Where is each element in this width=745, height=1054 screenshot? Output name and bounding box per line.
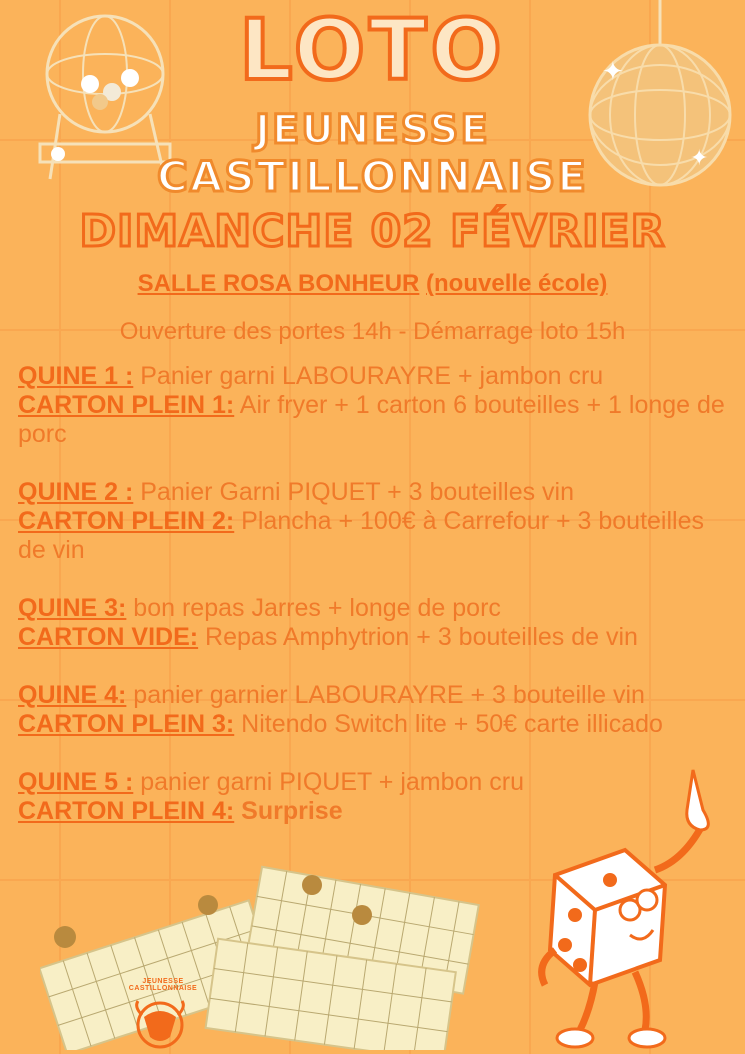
dice-mascot-illustration bbox=[535, 750, 740, 1050]
prize-text: Plancha + 100€ à Carrefour + 3 bouteilles de vin bbox=[18, 507, 704, 564]
event-date: DIMANCHE 02 FÉVRIER bbox=[79, 206, 666, 257]
venue bbox=[0, 270, 745, 298]
prize-text: Panier garni LABOURAYRE + jambon cru bbox=[133, 362, 604, 390]
prize-label: CARTON PLEIN 1: bbox=[18, 391, 235, 419]
prize-label: QUINE 5 : bbox=[18, 768, 134, 796]
prize-text: panier garni PIQUET + jambon cru bbox=[133, 768, 524, 796]
prize-label: QUINE 4: bbox=[18, 681, 127, 709]
venue-name: SALLE ROSA BONHEUR bbox=[137, 270, 420, 297]
prize-label: CARTON PLEIN 3: bbox=[18, 710, 235, 738]
prize-label: QUINE 2 : bbox=[18, 478, 134, 506]
svg-text:✦: ✦ bbox=[602, 57, 624, 87]
title-loto: LOTO bbox=[239, 1, 506, 99]
prize-text: bon repas Jarres + longe de porc bbox=[126, 594, 501, 622]
opening-hours: Ouverture des portes 14h - Démarrage loto 15h bbox=[119, 318, 626, 345]
prize-label: QUINE 1 : bbox=[18, 362, 134, 390]
prize-block-3 bbox=[18, 594, 733, 652]
prize-text: panier garnier LABOURAYRE + 3 bouteille vin bbox=[126, 681, 645, 709]
venue-note: (nouvelle école) bbox=[426, 270, 608, 297]
prize-text: Nitendo Switch lite + 50€ carte illicado bbox=[234, 710, 663, 738]
prize-label: CARTON PLEIN 2: bbox=[18, 507, 235, 535]
svg-text:✦: ✦ bbox=[690, 146, 709, 171]
prize-label: CARTON VIDE: bbox=[18, 623, 199, 651]
prize-block-1 bbox=[18, 362, 733, 449]
prize-text: Surprise bbox=[234, 797, 343, 825]
club-logo-text: JEUNESSE CASTILLONNAISE bbox=[128, 978, 198, 992]
title-jeunesse: JEUNESSE bbox=[255, 107, 490, 153]
prize-block-2 bbox=[18, 478, 733, 565]
prize-text: Repas Amphytrion + 3 bouteilles de vin bbox=[198, 623, 638, 651]
title-castillonnaise: CASTILLONNAISE bbox=[157, 152, 588, 201]
prize-block-4 bbox=[18, 681, 733, 739]
prize-label: CARTON PLEIN 4: bbox=[18, 797, 235, 825]
prize-text: Panier Garni PIQUET + 3 bouteilles vin bbox=[133, 478, 575, 506]
prize-label: QUINE 3: bbox=[18, 594, 127, 622]
prize-text: Air fryer + 1 carton 6 bouteilles + 1 longe de porc bbox=[18, 391, 725, 448]
